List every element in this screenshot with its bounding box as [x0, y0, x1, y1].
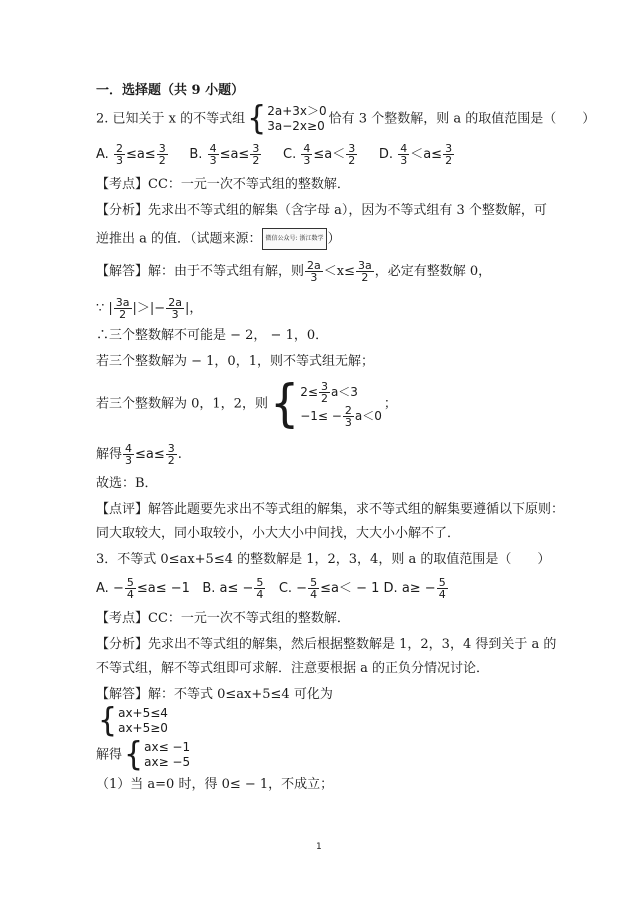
q2-solve-line: 解得 $\frac{4}{3}$ ≤a≤ $\frac{3}{2}$ .: [96, 442, 182, 467]
q2-suffix: 恰有 3 个整数解，则 a 的取值范围是（ ）: [328, 111, 596, 127]
q2-option-d: D. $\frac{4}{3}$ ＜a≤ $\frac{3}{2}$: [378, 142, 453, 167]
q2-case2: 若三个整数解为 0，1，2，则 { 2≤ $\frac{3}{2}$ a＜3 −1≤ − $\frac{2}{3}$ a＜0 ；: [96, 373, 397, 433]
q3-option-b: B. a≤ − $\frac{5}{4}$: [202, 576, 264, 601]
q3-option-c: C. − $\frac{5}{4}$ ≤a＜ − 1: [278, 576, 380, 601]
q2-options: [96, 143, 455, 166]
q2-inequality-system: { 2a+3x＞0 3a−2x≥0: [247, 99, 327, 138]
q3-sys2-row2: ax≥ −5: [144, 755, 191, 769]
q2-case2-system: { 2≤ $\frac{3}{2}$ a＜3 −1≤ − $\frac{2}{3}$ a＜0: [269, 373, 382, 433]
q3-case1: （1）当 a=0 时，得 0≤ − 1，不成立；: [96, 777, 334, 792]
q2-therefore-line: ∴三个整数解不可能是 − 2， − 1，0．: [96, 328, 329, 343]
q2-answer: 故选：B．: [96, 476, 158, 491]
q2-fenxi-line2: 逆推出 a 的值．（试题来源： 微信公众号: 浙江数学 ）: [96, 228, 340, 250]
page-number: 1: [316, 842, 322, 852]
q2-sys-row1: 2a+3x＞0: [267, 104, 327, 118]
q3-solve-line: 解得 { ax≤ −1 ax≥ −5: [96, 735, 191, 774]
q3-sys1-row2: ax+5≥0: [118, 721, 168, 735]
q3-fenxi-line1: 【分析】先求出不等式组的解集，然后根据整数解是 1，2，3，4 得到关于 a 的: [96, 637, 557, 652]
q2-option-b: B. $\frac{4}{3}$ ≤a≤ $\frac{3}{2}$: [189, 142, 260, 167]
q3-option-a: A. − $\frac{5}{4}$ ≤a≤ −1: [96, 576, 190, 601]
q2-because-line: ∵ | $\frac{3a}{2}$ |＞|− $\frac{2a}{3}$ |，: [96, 296, 203, 321]
q2-prefix: 2. 已知关于 x 的不等式组: [96, 111, 246, 127]
q3-option-d: D. a≥ − $\frac{5}{4}$: [383, 576, 446, 601]
section-title: 一．选择题（共 9 小题）: [96, 83, 245, 98]
q2-fenxi-line1: 【分析】先求出不等式组的解集（含字母 a），因为不等式组有 3 个整数解，可: [96, 203, 547, 218]
q3-options: [96, 577, 449, 600]
q2-kaodian: 【考点】CC：一元一次不等式组的整数解．: [96, 177, 350, 192]
q2-option-c: C. $\frac{4}{3}$ ≤a＜ $\frac{3}{2}$: [283, 142, 356, 167]
q2-jieda-line1: 【解答】解：由于不等式组有解，则 $\frac{2a}{3}$ ＜x≤ $\frac{3a}{2}$ ，必定有整数解 0，: [96, 259, 492, 284]
q3-kaodian: 【考点】CC：一元一次不等式组的整数解．: [96, 611, 350, 626]
q2-dianping-line1: 【点评】解答此题要先求出不等式组的解集，求不等式组的解集要遵循以下原则：: [96, 502, 565, 517]
q2-case1: 若三个整数解为 − 1，0，1，则不等式组无解；: [96, 354, 374, 369]
q3-fenxi-line2: 不等式组，解不等式组即可求解．注意要根据 a 的正负分情况讨论．: [96, 661, 490, 676]
q3-jieda-line1: 【解答】解：不等式 0≤ax+5≤4 可化为: [96, 687, 333, 702]
q2-dianping-line2: 同大取较大，同小取较小，小大大小中间找，大大小小解不了．: [96, 526, 461, 541]
q3-stem: 3．不等式 0≤ax+5≤4 的整数解是 1，2，3，4，则 a 的取值范围是（ ）: [96, 552, 551, 567]
q2-stem: [96, 99, 596, 138]
q3-sys2-row1: ax≤ −1: [144, 740, 191, 754]
q3-sys1-row1: ax+5≤4: [118, 706, 168, 720]
q2-option-a: A. $\frac{2}{3}$ ≤a≤ $\frac{3}{2}$: [96, 142, 166, 167]
q2-sys-row2: 3a−2x≥0: [267, 119, 325, 133]
q3-system1: { ax+5≤4 ax+5≥0: [98, 701, 168, 740]
source-badge: 微信公众号: 浙江数学: [262, 228, 328, 250]
